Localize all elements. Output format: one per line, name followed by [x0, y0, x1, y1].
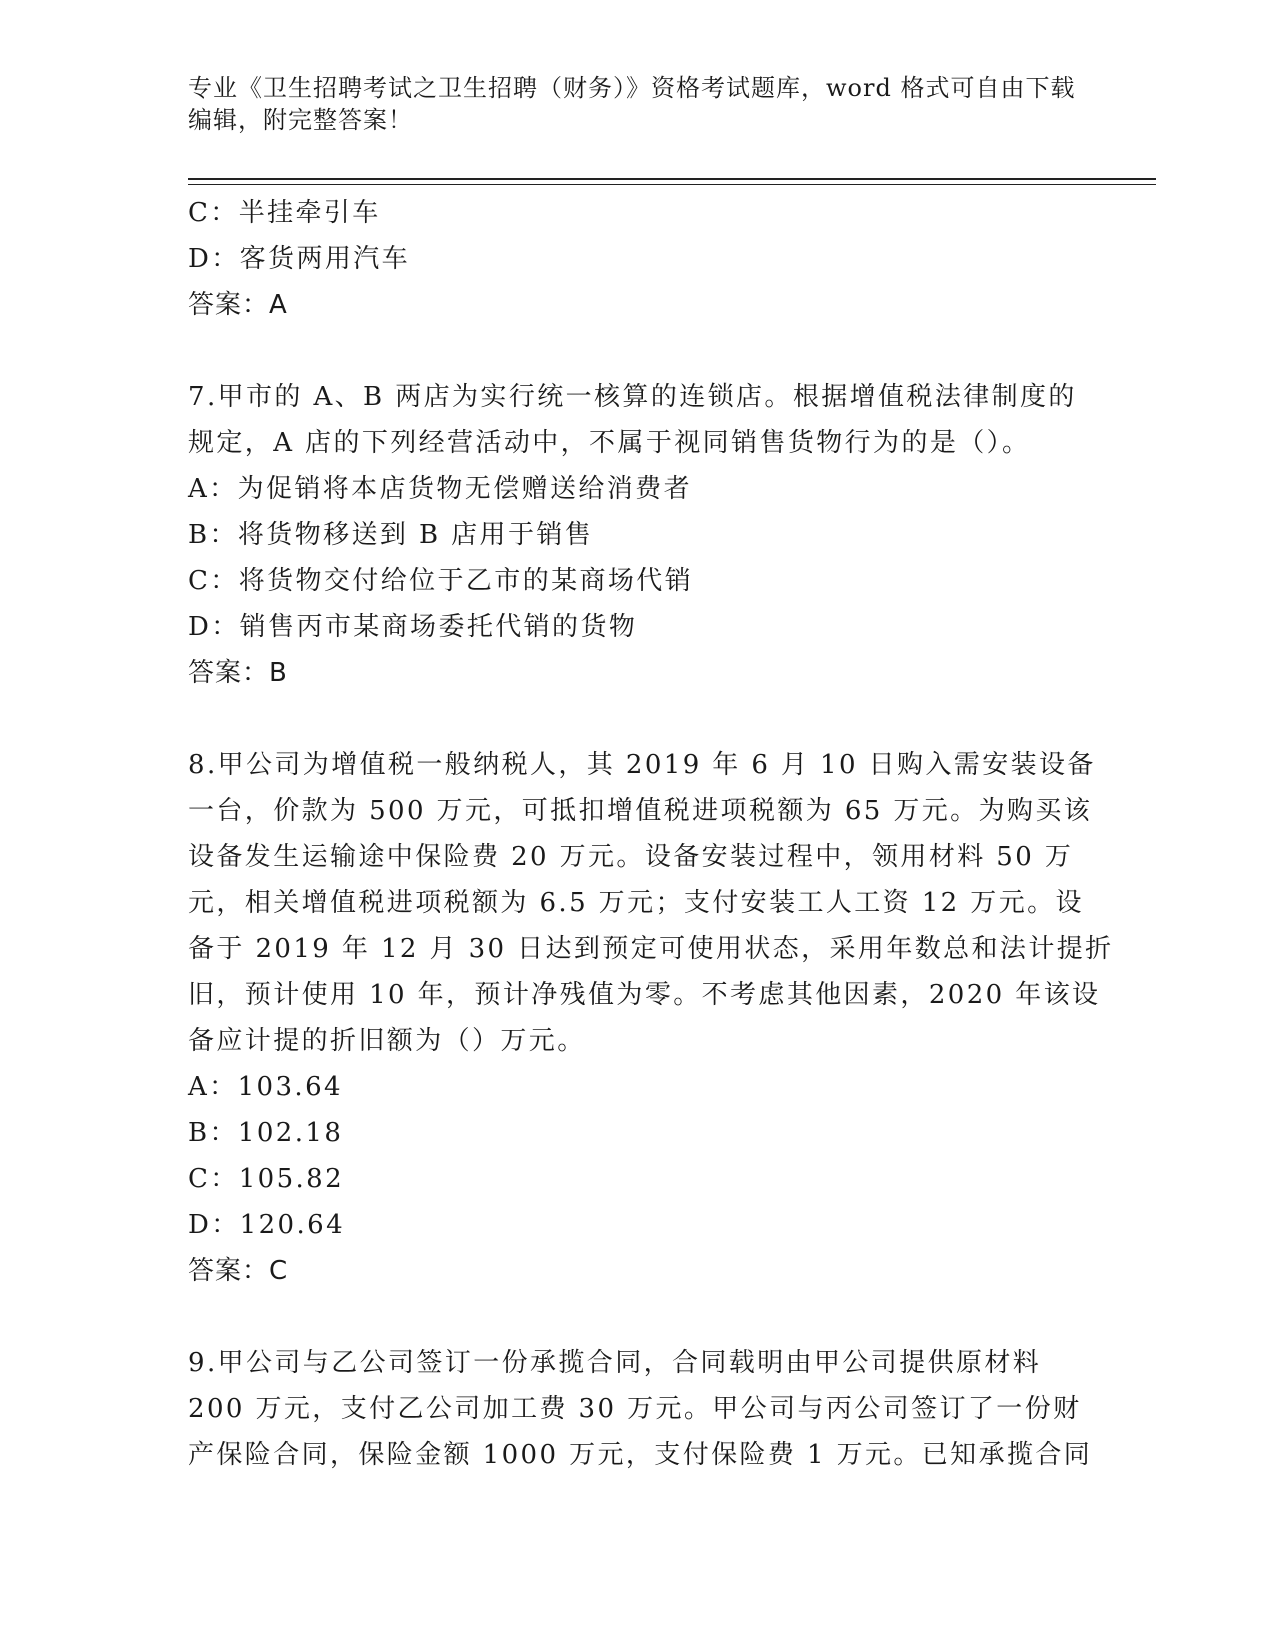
q8-option-d: D：120.64	[188, 1210, 346, 1240]
q7-option-c: C：将货物交付给位于乙市的某商场代销	[188, 566, 694, 596]
spacer	[188, 696, 1088, 742]
q6-option-c: C：半挂牵引车	[188, 198, 381, 228]
spacer	[188, 1294, 1088, 1340]
page-header	[188, 72, 1078, 136]
q7-text-line-1: 7.甲市的 A、B 两店为实行统一核算的连锁店。根据增值税法律制度的	[188, 382, 1077, 412]
q7-text-line-2: 规定，A 店的下列经营活动中，不属于视同销售货物行为的是（）。	[188, 428, 1031, 458]
q7-answer: 答案：B	[188, 658, 288, 688]
header-line-2: 编辑，附完整答案！	[188, 106, 413, 134]
q8-answer: 答案：C	[188, 1256, 289, 1286]
q8-option-c: C：105.82	[188, 1164, 345, 1194]
q9-text-line-2: 200 万元，支付乙公司加工费 30 万元。甲公司与丙公司签订了一份财	[188, 1394, 1082, 1424]
q6-option-d: D：客货两用汽车	[188, 244, 411, 274]
q6-answer: 答案：A	[188, 290, 288, 320]
q8-option-b: B：102.18	[188, 1118, 344, 1148]
q8-text-line-6: 旧，预计使用 10 年，预计净残值为零。不考虑其他因素，2020 年该设	[188, 980, 1101, 1010]
q8-text-line-4: 元，相关增值税进项税额为 6.5 万元；支付安装工人工资 12 万元。设	[188, 888, 1084, 918]
q8-text-line-3: 设备发生运输途中保险费 20 万元。设备安装过程中，领用材料 50 万	[188, 842, 1074, 872]
header-divider-thin	[188, 184, 1156, 185]
q8-text-line-1: 8.甲公司为增值税一般纳税人，其 2019 年 6 月 10 日购入需安装设备	[188, 750, 1096, 780]
question-7	[188, 374, 1088, 696]
q9-text-line-1: 9.甲公司与乙公司签订一份承揽合同，合同载明由甲公司提供原材料	[188, 1348, 1042, 1378]
q8-text-line-5: 备于 2019 年 12 月 30 日达到预定可使用状态，采用年数总和法计提折	[188, 934, 1114, 964]
document-body	[188, 190, 1114, 1478]
q9-text-line-3: 产保险合同，保险金额 1000 万元，支付保险费 1 万元。已知承揽合同	[188, 1440, 1093, 1470]
question-9	[188, 1340, 1093, 1478]
q7-option-b: B：将货物移送到 B 店用于销售	[188, 520, 594, 550]
q7-option-a: A：为促销将本店货物无偿赠送给消费者	[188, 474, 692, 504]
q8-text-line-7: 备应计提的折旧额为（）万元。	[188, 1026, 586, 1056]
question-8	[188, 742, 1114, 1294]
q8-text-line-2: 一台，价款为 500 万元，可抵扣增值税进项税额为 65 万元。为购买该	[188, 796, 1093, 826]
spacer	[188, 328, 1088, 374]
header-line-1: 专业《卫生招聘考试之卫生招聘（财务）》资格考试题库，word 格式可自由下载	[188, 74, 1076, 102]
q8-option-a: A：103.64	[188, 1072, 343, 1102]
header-divider-thick	[188, 178, 1156, 180]
question-6	[188, 190, 1088, 328]
q7-option-d: D：销售丙市某商场委托代销的货物	[188, 612, 638, 642]
